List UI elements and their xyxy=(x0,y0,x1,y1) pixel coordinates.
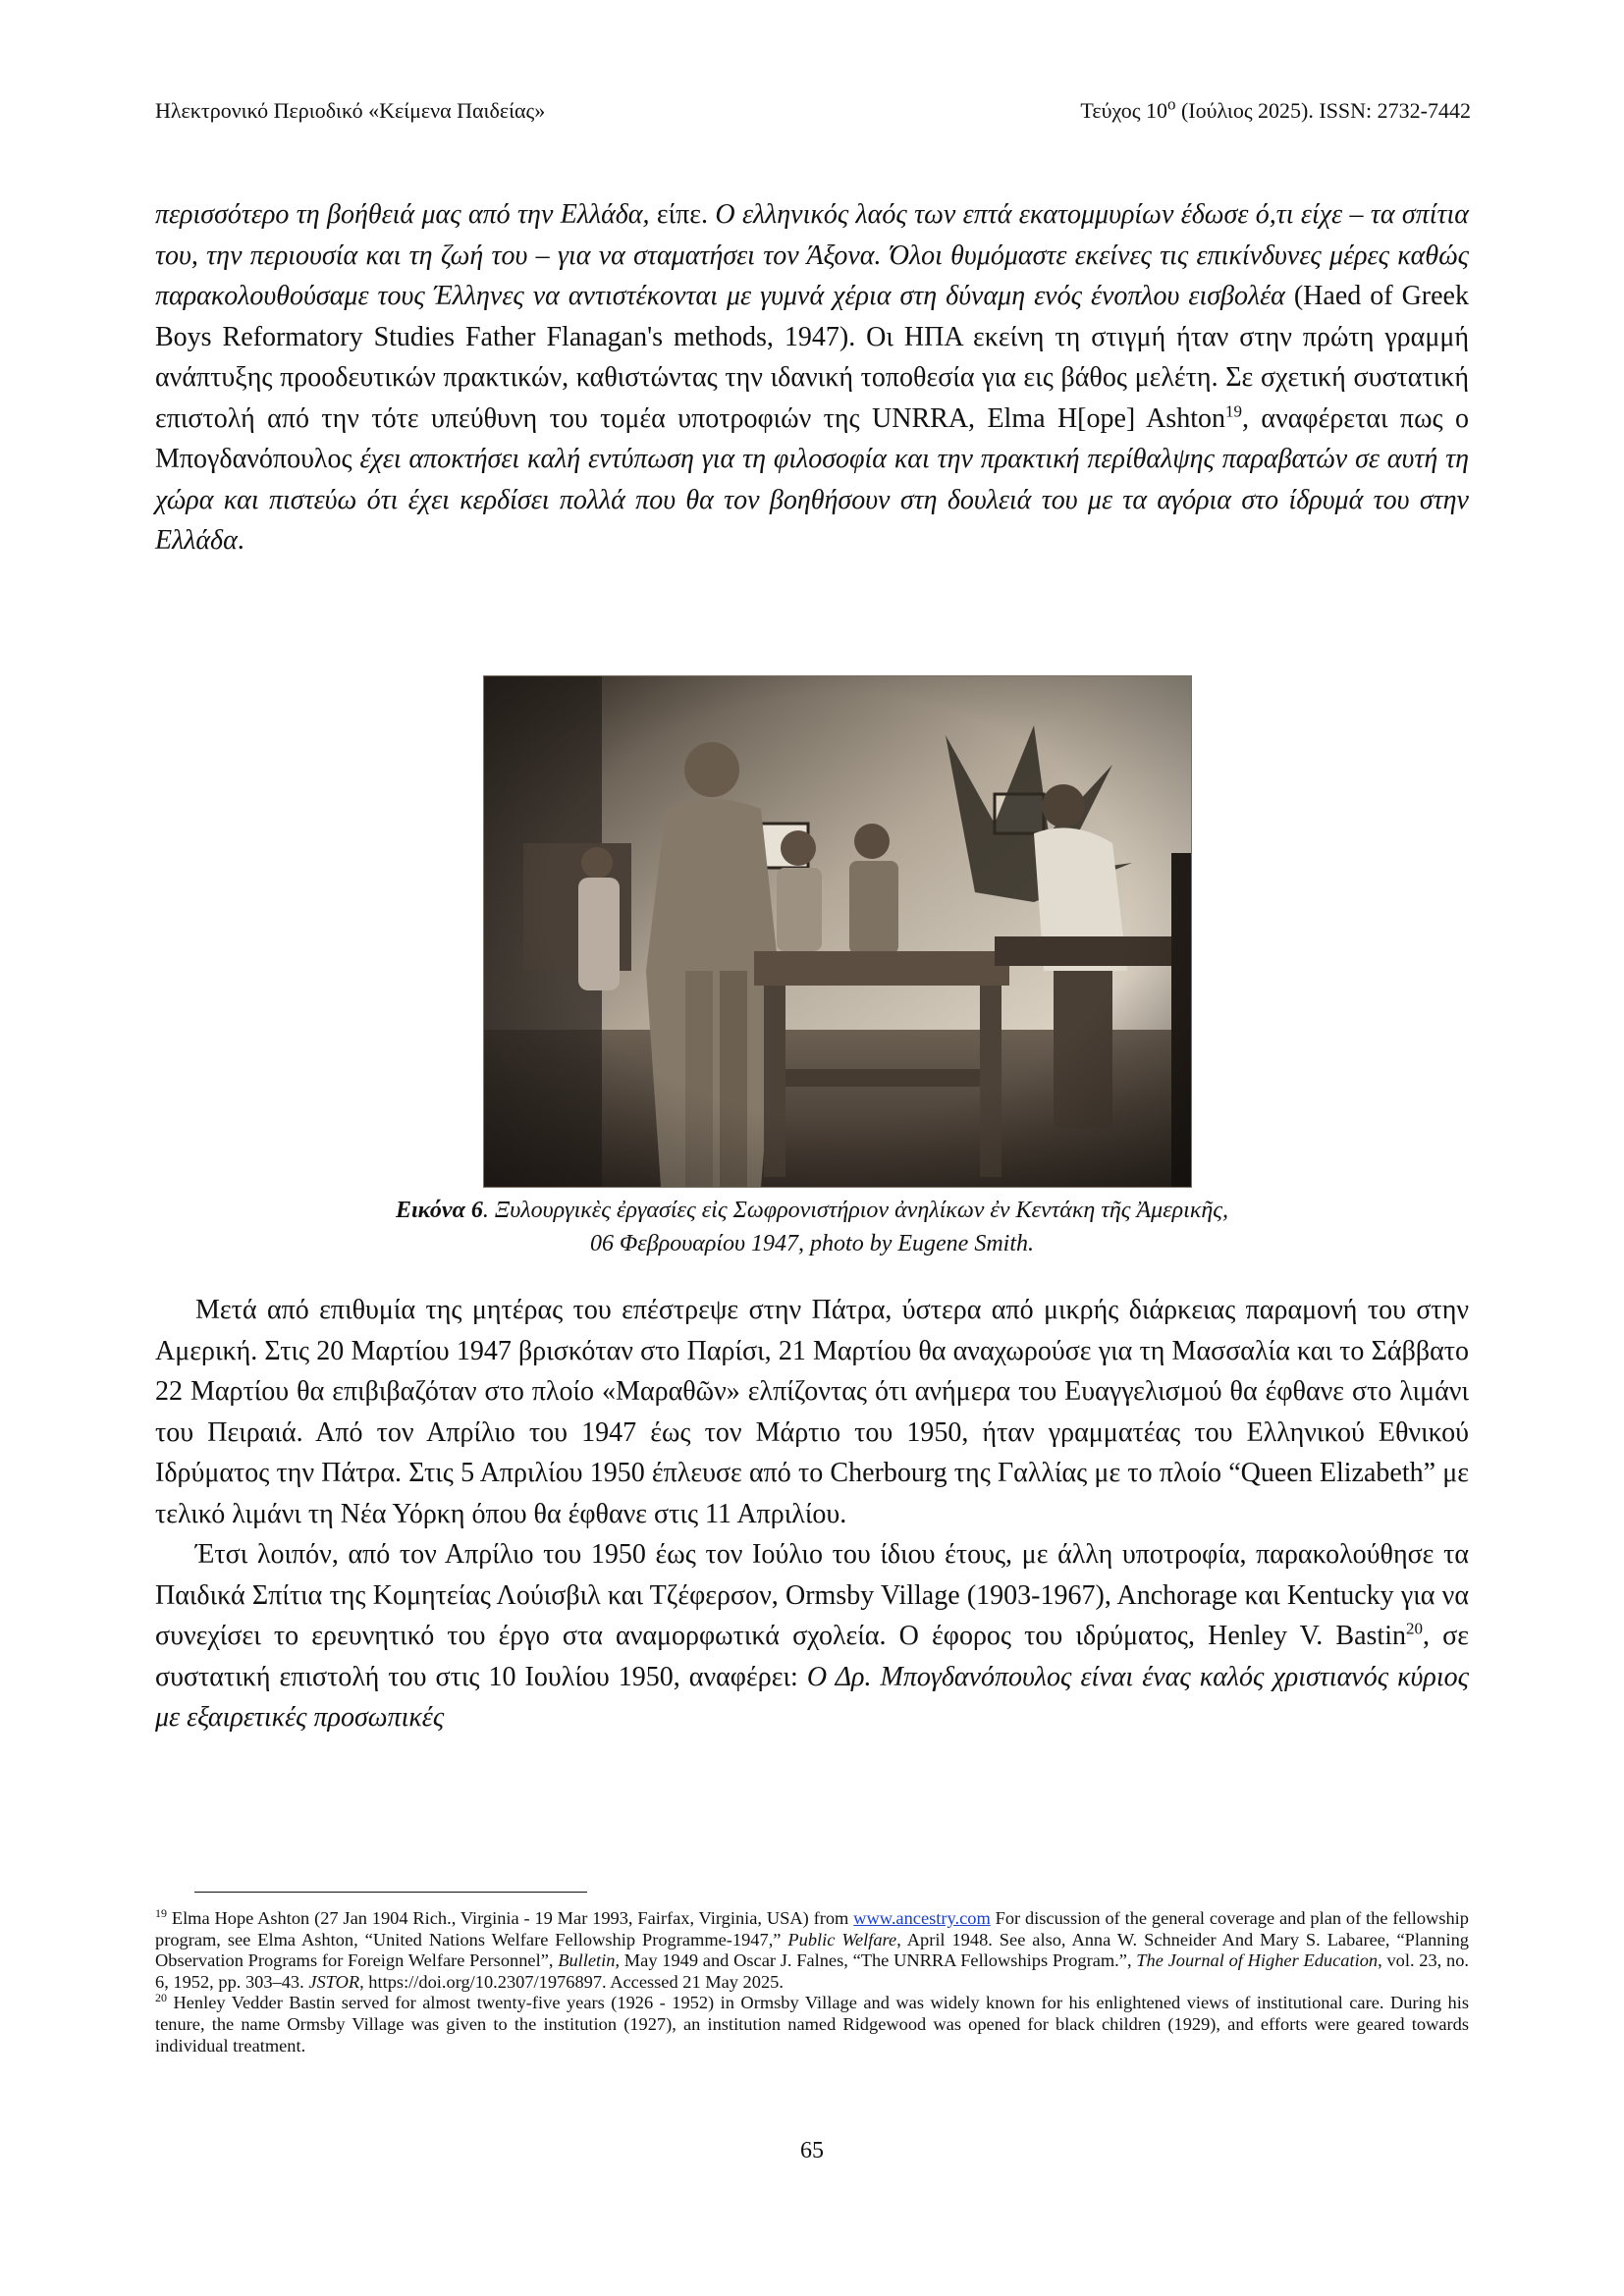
paragraph-1: περισσότερο τη βοήθειά μας από την Ελλάδα, είπε. Ο ελληνικός λαός των επτά εκατομμυρίων έδωσε ό,τι είχε – τα σπίτια του, την περιουσία και τη ζωή του – για να σταματήσει τον Άξονα. Όλοι θυμόμαστε εκείνες τις επικίνδυνες μέρες καθώς παρακολουθούσαμε τους Έλληνες να αντιστέκονται με γυμνά χέρια στη δύναμη ενός ένοπλου εισβολέα (Haed of Greek Boys Reformatory Studies Father Flanagan's methods, 1947). Οι ΗΠΑ εκείνη τη στιγμή ήταν στην πρώτη γραμμή ανάπτυξης προοδευτικών πρακτικών, καθιστώντας την ιδανική τοποθεσία για εις βάθος μελέτη. Σε σχετική συστατική επιστολή από την τότε υπεύθυνη του τομέα υποτροφιών της UNRRA, Elma H[ope] Ashton$^{19}$, αναφέρεται πως ο Μπογδανόπουλος έχει αποκτήσει καλή εντύπωση για τη φιλοσοφία και την πρακτική περίθαλψης παραβατών σε αυτή τη χώρα και πιστεύω ότι έχει κερδίσει πολλά που θα τον βοηθήσουν στη δουλειά του με τα αγόρια στο ίδρυμά του στην Ελλάδα. xyxy=(155,199,1470,556)
page-number: 65 xyxy=(800,2138,824,2163)
ancestry-link[interactable]: www.ancestry.com xyxy=(853,1908,991,1928)
footnote-20: $^{20}$ Henley Vedder Bastin served for almost twenty-five years (1926 - 1952) in Ormsby Village and was widely known for his enlightened views of institutional care. During his tenure, the name Ormsby Village was given to the institution (1927), an institution named Ridgewood was opened for black children (1929), and efforts were geared towards individual treatment. xyxy=(155,1991,1469,2056)
footnote-ref-19[interactable]: 19 xyxy=(1225,401,1243,421)
journal-title: Ηλεκτρονικό Περιοδικό «Κείμενα Παιδείας» xyxy=(155,98,546,123)
footnote-19: $^{19}$ Elma Hope Ashton (27 Jan 1904 Rich., Virginia - 19 Mar 1993, Fairfax, Virginia, USA) from www.ancestry.com For discussion of the general coverage and plan of the fellowship program, see Elma Ashton, “United Nations Welfare Fellowship Programme-1947,” Public Welfare, April 1948. See also, Anna W. Schneider And Mary S. Labaree, “Planning Observation Programs for Foreign Welfare Personnel”, Bulletin, May 1949 and Oscar J. Falnes, “The UNRRA Fellowships Program.”, The Journal of Higher Education, vol. 23, no. 6, 1952, pp. 303–43. JSTOR, https://doi.org/10.2307/1976897. Accessed 21 May 2025. xyxy=(155,1905,1470,1992)
body-paragraphs xyxy=(155,1290,1469,1738)
footnotes xyxy=(155,1905,1470,2056)
workshop-photo xyxy=(483,675,1192,1188)
figure-label: Εικόνα 6 xyxy=(395,1198,483,1223)
issue-info: Τεύχος $10^o$ (Ιούλιος 2025). ISSN: 2732-7442 xyxy=(1080,94,1471,123)
footnote-separator xyxy=(194,1892,587,1893)
figure-caption: Εικόνα 6. Ξυλουργικὲς ἐργασίες εἰς Σωφρονιστήριον ἀνηλίκων ἐν Κεντάκη τῆς Ἀμερικῆς, 06 Φεβρουαρίου 1947, photo by Eugene Smith. xyxy=(395,1198,1228,1256)
paragraph-3: Έτσι λοιπόν, από τον Απρίλιο του 1950 έως τον Ιούλιο του ίδιου έτους, με άλλη υποτροφία, παρακολούθησε τα Παιδικά Σπίτια της Κομητείας Λούισβιλ και Τζέφερσον, Ormsby Village (1903-1967), Anchorage και Kentucky για να συνεχίσει το ερευνητικό του έργο στα αναμορφωτικά σχολεία. Ο έφορος του ιδρύματος, Henley V. Bastin$^{20}$, σε συστατική επιστολή του στις 10 Ιουλίου 1950, αναφέρει: Ο Δρ. Μπογδανόπουλος είναι ένας καλός χριστιανός κύριος με εξαιρετικές προσωπικές xyxy=(155,1539,1469,1733)
paragraph-2: Μετά από επιθυμία της μητέρας του επέστρεψε στην Πάτρα, ύστερα από μικρής διάρκειας παραμονή του στην Αμερική. Στις 20 Μαρτίου 1947 βρισκόταν στο Παρίσι, 21 Μαρτίου θα αναχωρούσε για τη Μασσαλία και το Σάββατο 22 Μαρτίου θα επιβιβαζόταν στο πλοίο «Μαραθῶν» ελπίζοντας ότι ανήμερα του Ευαγγελισμού θα έφθανε στο λιμάνι του Πειραιά. Από τον Απρίλιο του 1947 έως τον Μάρτιο του 1950, ήταν γραμματέας του Ελληνικού Εθνικού Ιδρύματος την Πάτρα. Στις 5 Απριλίου 1950 έπλευσε από το Cherbourg της Γαλλίας με το πλοίο “Queen Elizabeth” με τελικό λιμάνι τη Νέα Υόρκη όπου θα έφθανε στις 11 Απριλίου. xyxy=(155,1295,1469,1529)
footnote-ref-20[interactable]: 20 xyxy=(1405,1619,1423,1638)
